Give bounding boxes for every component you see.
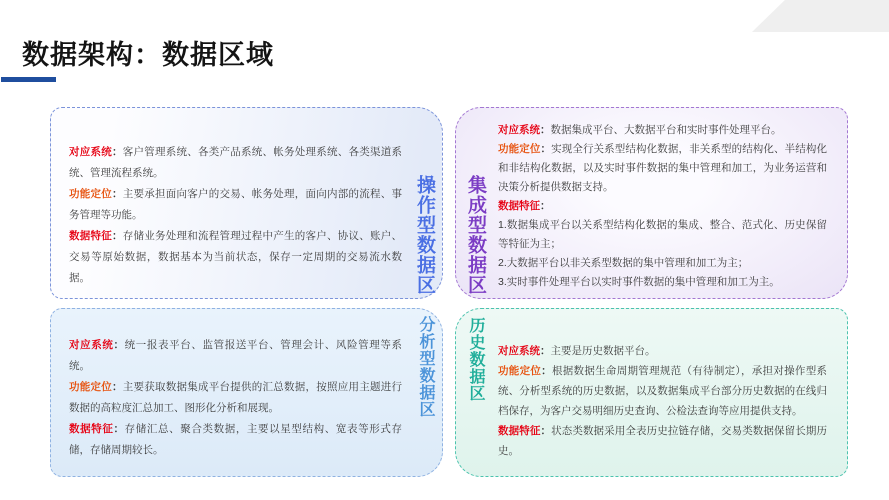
item-text: 统一报表平台、监管报送平台、管理会计、风险管理等系统。: [69, 339, 403, 372]
item-function-position: [498, 361, 827, 421]
item-label: 功能定位: [498, 143, 541, 155]
item-system-mapping: [498, 341, 827, 361]
panel-integrated-data-zone: [455, 107, 848, 299]
item-label: 数据特征: [498, 200, 540, 212]
item-label: 对应系统: [498, 124, 540, 136]
item-text: 主要获取数据集成平台提供的汇总数据，按照应用主题进行数据的高粒度汇总加工、图形化分析和展现。: [69, 381, 402, 414]
item-label: 功能定位: [69, 381, 112, 393]
item-system-mapping: [69, 335, 402, 377]
item-text: 主要承担面向客户的交易、帐务处理，面向内部的流程、事务管理等功能。: [69, 188, 402, 221]
item-function-position: [69, 377, 402, 419]
feature-list-line-2: 2.大数据平台以非关系型数据的集中管理和加工为主；: [498, 257, 749, 269]
item-text: 客户管理系统、各类产品系统、帐务处理系统、各类渠道系统、管理流程系统。: [69, 146, 402, 179]
item-function-position: [498, 140, 827, 197]
item-text: 数据集成平台、大数据平台和实时事件处理平台。: [550, 124, 782, 136]
item-colon: ：: [112, 230, 123, 242]
item-label: 对应系统: [69, 339, 114, 351]
panel-analytical-data-zone: [50, 308, 443, 477]
item-label: 数据特征: [69, 230, 112, 242]
item-label: 功能定位: [498, 365, 542, 377]
item-label: 功能定位: [69, 188, 112, 200]
panel-operational-data-zone: [50, 107, 443, 299]
item-colon: ：: [541, 365, 552, 377]
item-label: 对应系统: [69, 146, 112, 158]
zone-title-operational: 操作型数据区: [414, 175, 435, 295]
item-system-mapping: [498, 121, 827, 140]
item-text: 根据数据生命周期管理规范（有待制定），承担对操作型系统、分析型系统的历史数据，以及数据集成平台部分历史数据的在线归档保存，为客户交易明细历史查询、公检法查询等应用提供支持。: [498, 365, 828, 417]
item-colon: ：: [540, 200, 551, 212]
item-text: 主要是历史数据平台。: [550, 345, 656, 357]
item-data-feature: [69, 226, 402, 289]
feature-list-line-3: 3.实时事件处理平台以实时事件数据的集中管理和加工为主。: [498, 276, 780, 288]
corner-decoration: [752, 0, 889, 32]
item-colon: ：: [540, 345, 551, 357]
item-colon: ：: [112, 188, 123, 200]
zone-title-historical: 历史数据区: [467, 317, 484, 402]
item-colon: ：: [540, 425, 552, 437]
item-colon: ：: [540, 124, 551, 136]
zone-title-integrated: 集成型数据区: [465, 175, 486, 295]
item-text: 存储业务处理和流程管理过程中产生的客户、协议、账户、交易等原始数据，数据基本为当前状态，保存一定周期的交易流水数据。: [69, 230, 402, 284]
item-text: 存储汇总、聚合类数据，主要以星型结构、宽表等形式存储，存储周期较长。: [69, 423, 403, 456]
item-data-feature: [498, 197, 827, 292]
item-text: 实现全行关系型结构化数据，非关系型的结构化、半结构化和非结构化数据，以及实时事件数据的集中管理和加工，为业务运营和决策分析提供数据支持。: [498, 143, 828, 193]
page-title: 数据架构：数据区域: [22, 40, 274, 70]
item-label: 数据特征: [69, 423, 114, 435]
title-accent-bar: [1, 77, 56, 82]
item-data-feature: [69, 419, 402, 461]
item-colon: ：: [113, 423, 125, 435]
item-system-mapping: [69, 142, 402, 184]
item-colon: ：: [112, 146, 123, 158]
panel-historical-data-zone: [455, 308, 848, 477]
item-colon: ：: [112, 381, 123, 393]
item-function-position: [69, 184, 402, 226]
item-text: 状态类数据采用全表历史拉链存储，交易类数据保留长期历史。: [498, 425, 828, 457]
item-label: 对应系统: [498, 345, 540, 357]
item-colon: ：: [540, 143, 552, 155]
item-data-feature: [498, 421, 827, 461]
item-label: 数据特征: [498, 425, 541, 437]
feature-list-line-1: 1.数据集成平台以关系型结构化数据的集成、整合、范式化、历史保留等特征为主；: [498, 219, 827, 250]
item-colon: ：: [113, 339, 125, 351]
zone-title-analytical: 分析型数据区: [417, 316, 434, 418]
